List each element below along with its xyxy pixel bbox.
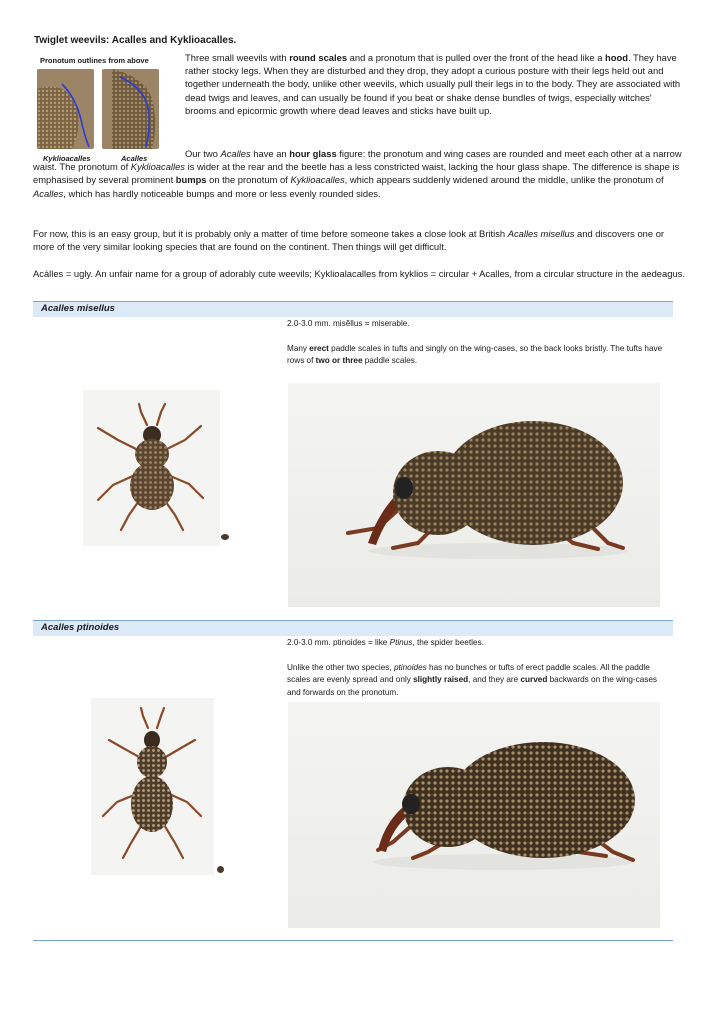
ptinoides-scale-marker [217, 866, 224, 873]
bottom-rule [33, 940, 673, 941]
ptinoides-dorsal-photo [91, 698, 214, 875]
pronotum-photo-kyklioacalles [37, 69, 94, 149]
ptinoides-size-etymology: 2.0-3.0 mm. ptinoides = like Ptinus, the spider beetles. [287, 638, 484, 647]
misellus-size-etymology: 2.0-3.0 mm. misĕllus = miserable. [287, 319, 410, 328]
section-header-acalles-misellus: Acalles misellus [33, 301, 673, 317]
misellus-dorsal-photo [83, 390, 220, 546]
figure-label-kyklioacalles: Kyklioacalles [43, 154, 91, 163]
section-header-acalles-ptinoides: Acalles ptinoides [33, 620, 673, 636]
ptinoides-description: Unlike the other two species, ptinoides has no bunches or tufts of erect paddle scales. All the paddle scales are evenly spread and only slightly raised, and they are curved backwards on the wing-cases and forwards on the pronotum. [287, 663, 658, 697]
pronotum-photo-acalles [102, 69, 159, 149]
ptinoides-side-photo [288, 702, 660, 928]
page-title [34, 35, 236, 46]
intro-paragraph-1: Three small weevils with round scales and a pronotum that is pulled over the front of the head like a hood. They have rather stocky legs. When they are disturbed and they drop, they adopt a curious posture with their legs held out and together underneath the body, unlike other weevils, which usually pull their legs in to the body. They are associated with dead twigs and leaves, and can usually be found if you beat or shake dense bundles of twigs, especially witches' brooms and epicormic growth where dead leaves and sticks have built up. [185, 52, 681, 116]
misellus-side-photo [288, 383, 660, 607]
figure-caption: Pronotum outlines from above [40, 56, 149, 65]
figure-label-acalles: Acalles [121, 154, 148, 163]
intro-paragraph-4: Acálles = ugly. An unfair name for a group of adorably cute weevils; Kyklioalacalles from kyklios = circular + Acalles, from a circular structure in the aedeagus. [33, 268, 685, 279]
title-text: Twiglet weevils: Acalles and Kyklioacalles. [34, 35, 237, 46]
intro-paragraph-3: For now, this is an easy group, but it is probably only a matter of time before someone takes a close look at British Acalles misellus and discovers one or more of the very similar looking species that are found on the continent. Then things will get difficult. [33, 228, 665, 253]
intro-paragraph-2: Our two Acalles have an hour glass figure: the pronotum and wing cases are rounded and meet each other at a narrow waist. The pronotum of Kyklioacalles is wider at the rear and the beetle has a less constricted waist, lacking the hour glass shape. The difference is shape is emphasised by several prominent bumps on the pronotum of Kyklioacalles, which appears suddenly widened around the middle, unlike the pronotum of Acalles, which has hardly noticeable bumps and more or less evenly rounded sides. [33, 148, 682, 199]
misellus-description: Many erect paddle scales in tufts and singly on the wing-cases, so the back looks bristly. The tufts have rows of two or three paddle scales. [287, 344, 663, 366]
misellus-scale-marker [221, 534, 229, 540]
